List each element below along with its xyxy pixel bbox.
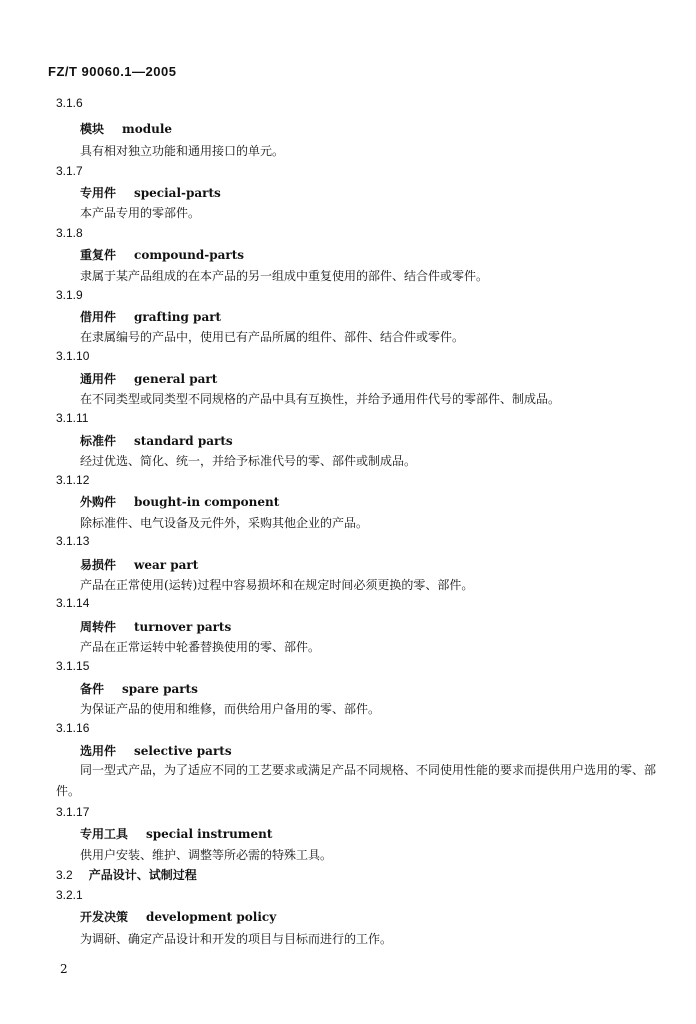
- clause-number: 3.1.9: [56, 288, 83, 302]
- term-definition: 在隶属编号的产品中，使用已有产品所属的组件、部件、结合件或零件。: [80, 330, 465, 344]
- clause-number: 3.1.8: [56, 226, 83, 240]
- term-definition: 供用户安装、维护、调整等所必需的特殊工具。: [80, 848, 333, 862]
- term-definition: 经过优选、简化、统一，并给予标准代号的零、部件或制成品。: [80, 454, 417, 468]
- clause-number: 3.2.1: [56, 888, 83, 902]
- clause-number: 3.1.13: [56, 534, 90, 548]
- clause-number: 3.1.14: [56, 596, 90, 610]
- term-zh: 开发决策: [80, 910, 129, 924]
- term-zh: 周转件: [80, 620, 117, 634]
- section-number: 3.2: [56, 868, 73, 882]
- term-en: standard parts: [134, 434, 233, 448]
- term-heading: [80, 120, 172, 137]
- term-heading: [80, 908, 276, 925]
- term-definition: 产品在正常使用(运转)过程中容易损坏和在规定时间必须更换的零、部件。: [80, 578, 474, 592]
- term-en: module: [122, 122, 173, 136]
- clause-number: 3.1.11: [56, 411, 89, 425]
- term-zh: 通用件: [80, 372, 117, 386]
- standard-code: FZ/T 90060.1—2005: [48, 64, 177, 79]
- clause-number: 3.1.17: [56, 805, 90, 819]
- term-zh: 易损件: [80, 558, 117, 572]
- term-en: development policy: [146, 910, 277, 924]
- term-definition: 在不同类型或同类型不同规格的产品中具有互换性，并给予通用件代号的零部件、制成品。: [80, 392, 561, 406]
- term-definition: 产品在正常运转中轮番替换使用的零、部件。: [80, 640, 321, 654]
- term-en: general part: [134, 372, 218, 386]
- term-en: bought-in component: [134, 495, 280, 509]
- term-definition: 除标准件、电气设备及元件外，采购其他企业的产品。: [80, 516, 369, 530]
- term-en: grafting part: [134, 310, 222, 324]
- term-heading: [80, 556, 198, 573]
- term-definition: 隶属于某产品组成的在本产品的另一组成中重复使用的部件、结合件或零件。: [80, 269, 489, 283]
- clause-number: 3.1.12: [56, 473, 90, 487]
- section-heading: [56, 866, 197, 883]
- term-zh: 备件: [80, 682, 105, 696]
- clause-number: 3.1.10: [56, 349, 90, 363]
- term-en: selective parts: [134, 744, 232, 758]
- clause-number: 3.1.7: [56, 164, 83, 178]
- term-zh: 模块: [80, 122, 105, 136]
- term-heading: [80, 618, 231, 635]
- term-heading: [80, 680, 198, 697]
- term-heading: [80, 742, 232, 759]
- term-zh: 专用件: [80, 186, 117, 200]
- term-heading: [80, 370, 217, 387]
- page-number: 2: [60, 962, 68, 976]
- term-zh: 重复件: [80, 248, 117, 262]
- clause-number: 3.1.6: [56, 96, 83, 110]
- term-zh: 专用工具: [80, 827, 129, 841]
- term-zh: 借用件: [80, 310, 117, 324]
- term-en: wear part: [134, 558, 199, 572]
- term-en: turnover parts: [134, 620, 232, 634]
- term-en: special-parts: [134, 186, 221, 200]
- term-heading: [80, 493, 279, 510]
- term-definition: 本产品专用的零部件。: [80, 206, 201, 220]
- term-heading: [80, 308, 221, 325]
- section-title: 产品设计、试制过程: [88, 868, 197, 882]
- clause-number: 3.1.16: [56, 721, 90, 735]
- term-zh: 标准件: [80, 434, 117, 448]
- term-en: special instrument: [146, 827, 273, 841]
- term-en: spare parts: [122, 682, 198, 696]
- term-zh: 选用件: [80, 744, 117, 758]
- term-heading: [80, 825, 272, 842]
- term-definition: 为保证产品的使用和维修，而供给用户备用的零、部件。: [80, 702, 381, 716]
- term-en: compound-parts: [134, 248, 245, 262]
- term-heading: [80, 184, 221, 201]
- term-definition: 具有相对独立功能和通用接口的单元。: [80, 144, 285, 158]
- term-definition: 为调研、确定产品设计和开发的项目与目标而进行的工作。: [80, 932, 393, 946]
- term-heading: [80, 432, 233, 449]
- term-definition: 同一型式产品，为了适应不同的工艺要求或满足产品不同规格、不同使用性能的要求而提供用户选用的零、部件。: [56, 763, 657, 798]
- clause-number: 3.1.15: [56, 659, 90, 673]
- term-heading: [80, 246, 244, 263]
- term-zh: 外购件: [80, 495, 117, 509]
